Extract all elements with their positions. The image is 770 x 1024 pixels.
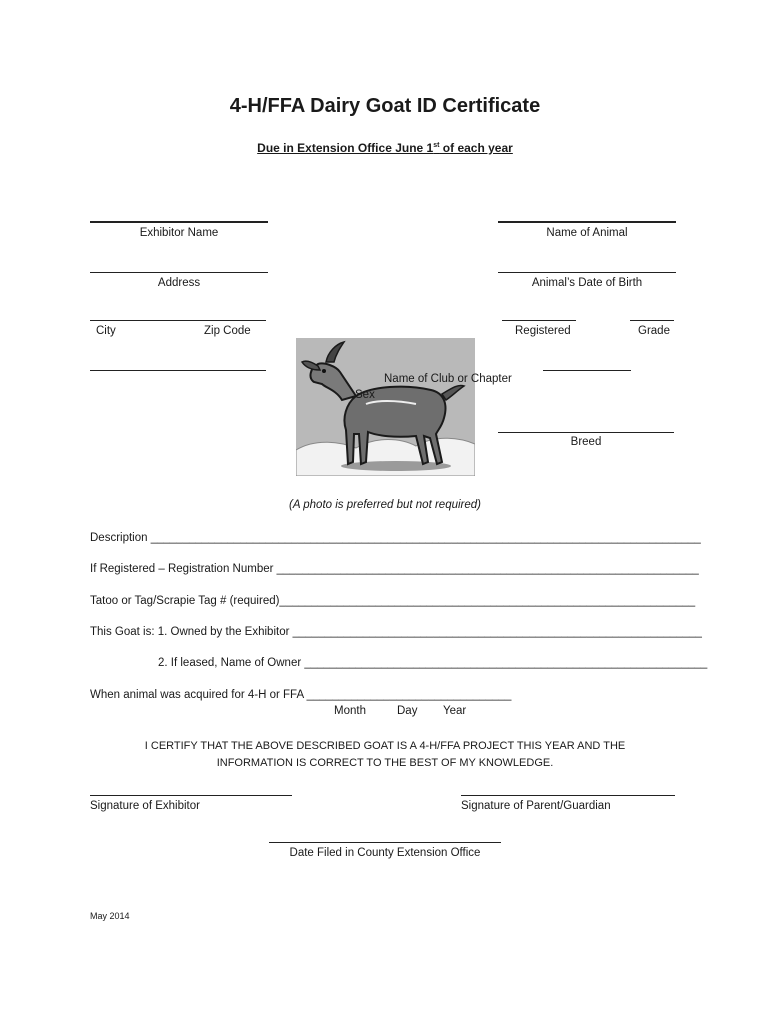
- address-line[interactable]: [90, 272, 268, 273]
- day-label: Day: [397, 705, 418, 717]
- year-label: Year: [443, 705, 467, 717]
- parent-signature-line[interactable]: [461, 795, 675, 796]
- acquired-date-field[interactable]: When animal was acquired for 4-H or FFA ________________________________: [90, 689, 512, 701]
- date-filed-line[interactable]: [269, 842, 501, 843]
- goat-icon: [296, 338, 475, 476]
- animal-name-line[interactable]: [498, 221, 676, 223]
- animal-dob-label: Animal’s Date of Birth: [531, 277, 643, 289]
- animal-dob-line[interactable]: [498, 272, 676, 273]
- page-title: 4-H/FFA Dairy Goat ID Certificate: [229, 95, 541, 117]
- registration-number-field[interactable]: If Registered – Registration Number __________________________________________________________________: [90, 563, 699, 575]
- exhibitor-signature-line[interactable]: [90, 795, 292, 796]
- owned-by-field[interactable]: This Goat is: 1. Owned by the Exhibitor ________________________________________________________________: [90, 626, 702, 638]
- exhibitor-name-label: Exhibitor Name: [139, 227, 219, 239]
- month-label: Month: [334, 705, 366, 717]
- address-label: Address: [157, 277, 201, 289]
- sex-label: Sex: [355, 389, 375, 401]
- goat-photo: [296, 338, 475, 476]
- registered-line[interactable]: [502, 320, 576, 321]
- certification-statement: I CERTIFY THAT THE ABOVE DESCRIBED GOAT IS A 4-H/FFA PROJECT THIS YEAR AND THE INFORMATION IS CORRECT TO THE BEST OF MY KNOWLEDGE.: [144, 740, 626, 769]
- club-chapter-label: Name of Club or Chapter: [384, 373, 512, 385]
- zip-code-label: Zip Code: [204, 325, 251, 337]
- description-field[interactable]: Description ______________________________________________________________________________________: [90, 532, 701, 544]
- city-label: City: [96, 325, 116, 337]
- footer-date: May 2014: [90, 911, 130, 921]
- leased-owner-field[interactable]: 2. If leased, Name of Owner _______________________________________________________________: [158, 657, 708, 669]
- sex-line[interactable]: [543, 370, 631, 371]
- exhibitor-name-line[interactable]: [90, 221, 268, 223]
- tag-number-field[interactable]: Tatoo or Tag/Scrapie Tag # (required)_________________________________________________________________: [90, 595, 696, 607]
- due-date-note: Due in Extension Office June 1st of each year: [257, 141, 513, 155]
- grade-label: Grade: [638, 325, 670, 337]
- date-filed-label: Date Filed in County Extension Office: [289, 847, 481, 859]
- breed-line[interactable]: [498, 432, 674, 433]
- exhibitor-signature-label: Signature of Exhibitor: [90, 800, 200, 812]
- parent-signature-label: Signature of Parent/Guardian: [461, 800, 611, 812]
- city-zip-line[interactable]: [90, 320, 266, 321]
- grade-line[interactable]: [630, 320, 674, 321]
- club-chapter-line[interactable]: [90, 370, 266, 371]
- registered-label: Registered: [515, 325, 571, 337]
- animal-name-label: Name of Animal: [546, 227, 628, 239]
- breed-label: Breed: [570, 436, 602, 448]
- photo-note: (A photo is preferred but not required): [289, 499, 481, 511]
